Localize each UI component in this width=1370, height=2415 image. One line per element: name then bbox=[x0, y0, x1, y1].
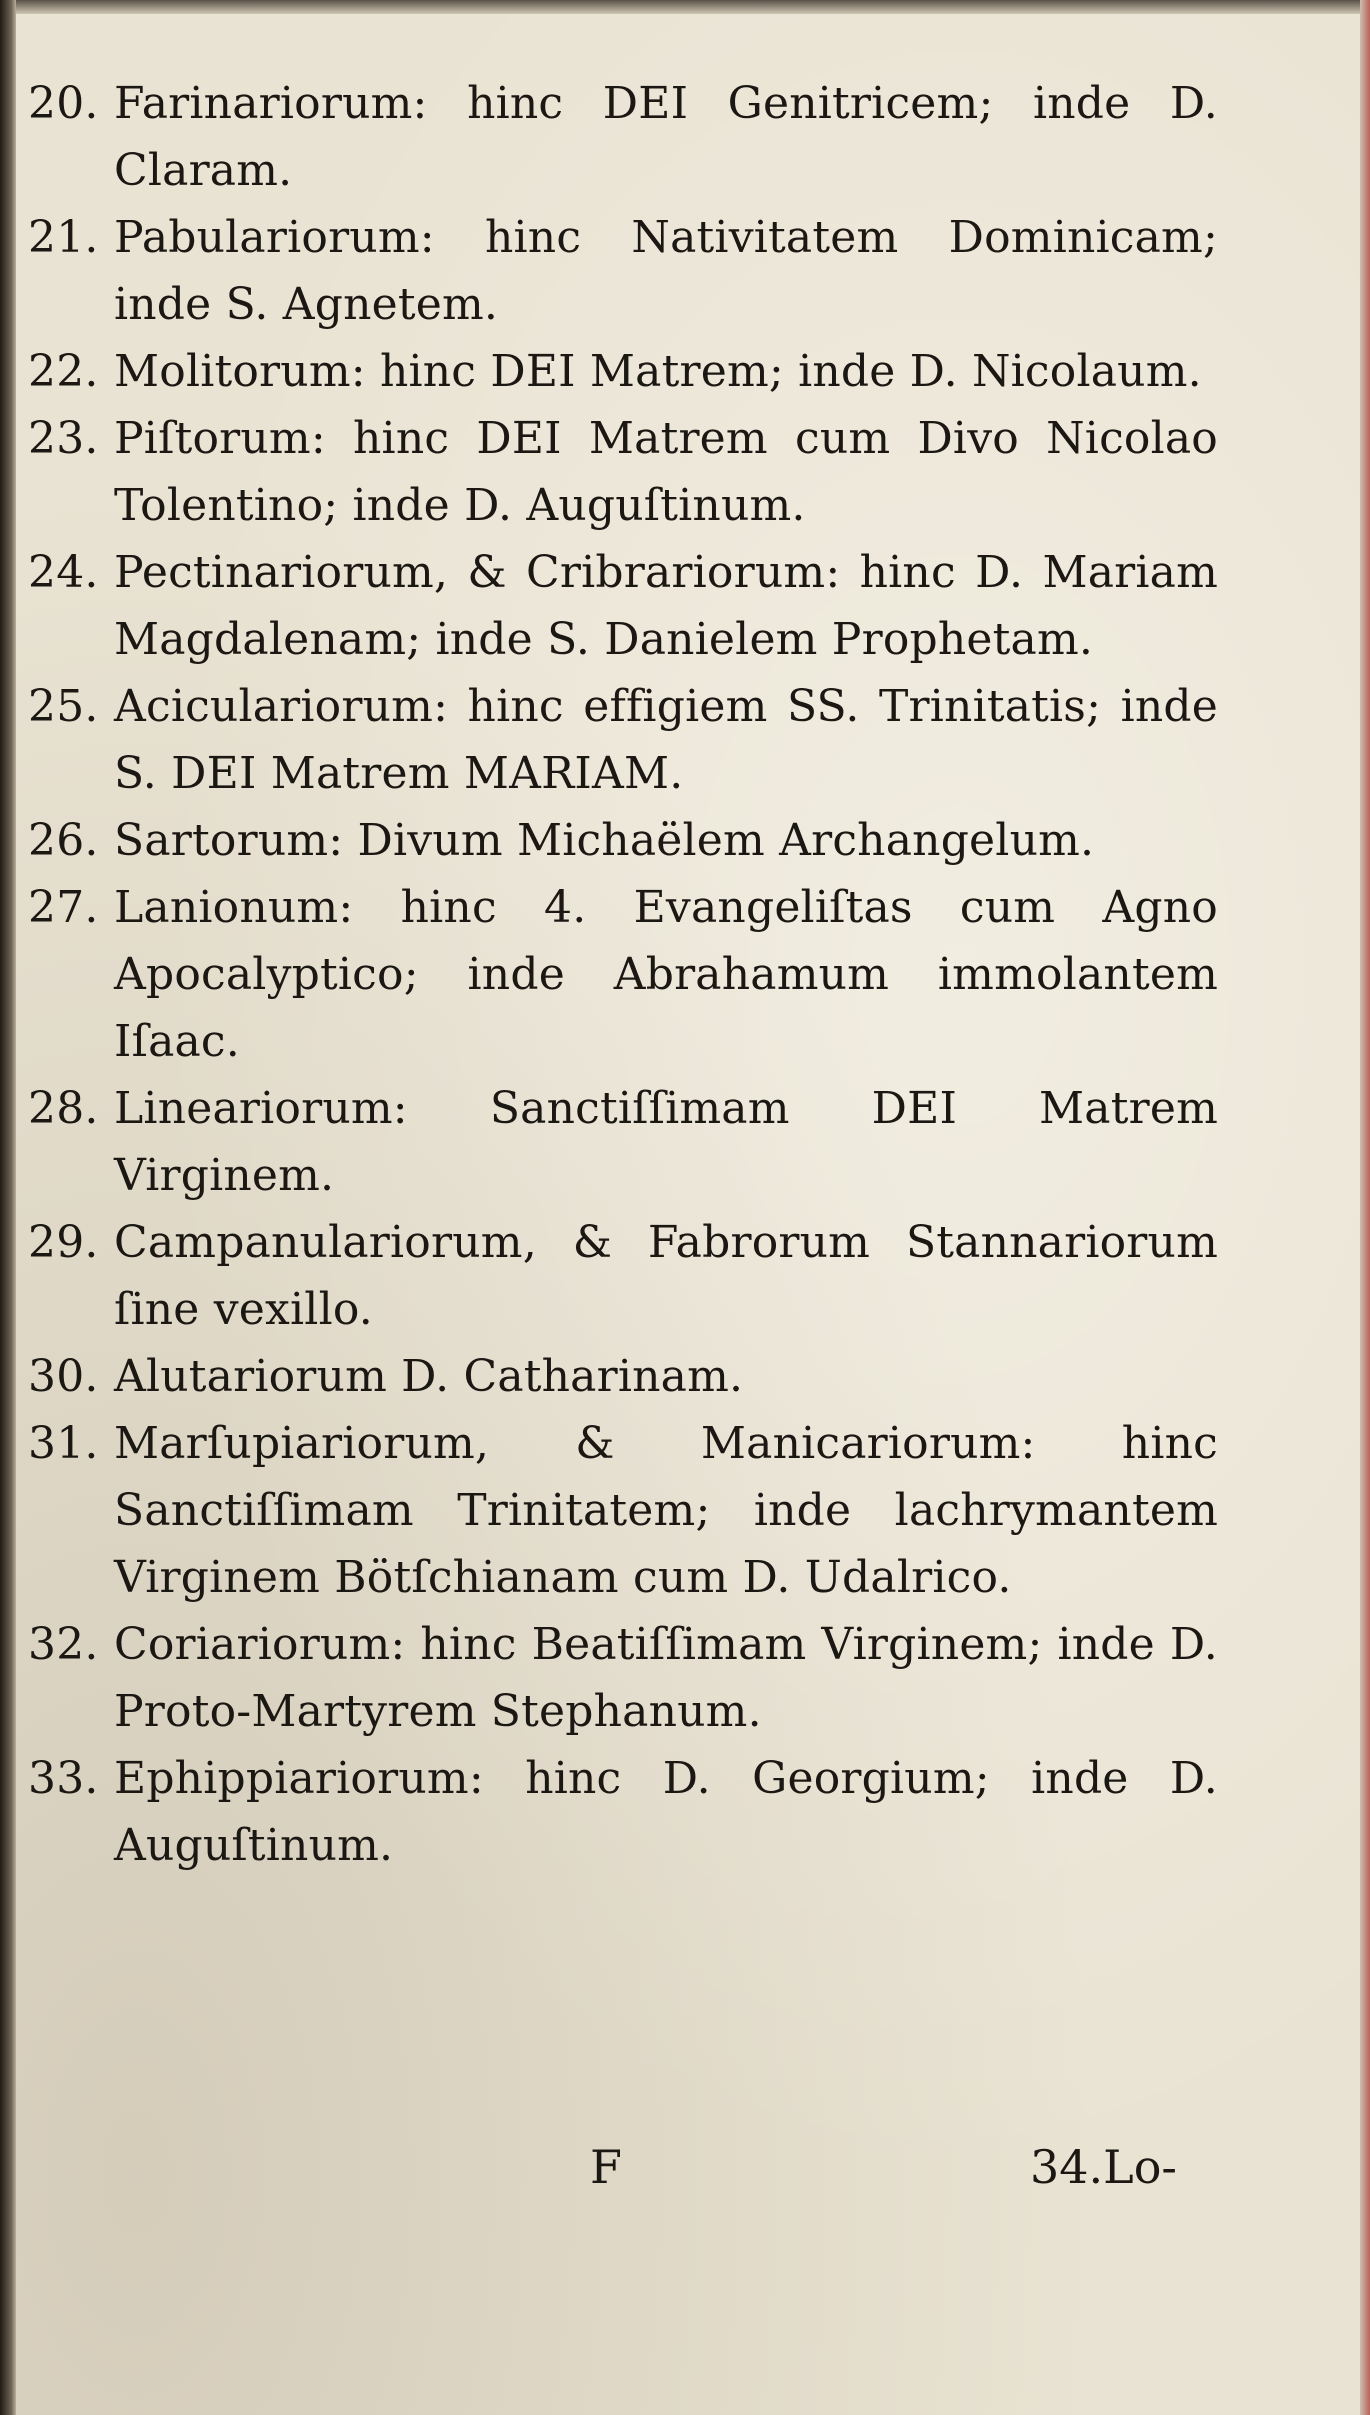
entry-text: Farinariorum: hinc DEI Genitricem; inde D. Claram. bbox=[114, 78, 1218, 196]
entry-text: Alutariorum D. Catharinam. bbox=[114, 1351, 744, 1402]
entry-number: 23. bbox=[28, 413, 99, 464]
entry-text: Lanionum: hinc 4. Evangeliſtas cum Agno Apocalyptico; inde Abrahamum immolantem Iſaac. bbox=[114, 882, 1218, 1067]
guild-entry bbox=[28, 1611, 1218, 1745]
entry-number: 21. bbox=[28, 212, 99, 263]
page-footer bbox=[0, 2140, 1370, 2220]
guild-entry bbox=[28, 1075, 1218, 1209]
entry-number: 29. bbox=[28, 1217, 99, 1268]
binding-edge bbox=[0, 0, 16, 2415]
guild-entry bbox=[28, 539, 1218, 673]
entry-number: 31. bbox=[28, 1418, 99, 1469]
entry-number: 22. bbox=[28, 346, 99, 397]
entry-text: Pectinariorum, & Cribrariorum: hinc D. Mariam Magdalenam; inde S. Danielem Prophetam. bbox=[114, 547, 1218, 665]
entry-number: 25. bbox=[28, 681, 99, 732]
entry-text: Aciculariorum: hinc effigiem SS. Trinitatis; inde S. DEI Matrem MARIAM. bbox=[114, 681, 1218, 799]
entry-text: Campanulariorum, & Fabrorum Stannariorum ſine vexillo. bbox=[114, 1217, 1218, 1335]
entry-text: Coriariorum: hinc Beatiſſimam Virginem; inde D. Proto-Martyrem Stephanum. bbox=[114, 1619, 1218, 1737]
page-right-edge bbox=[1360, 0, 1370, 2415]
guild-entry bbox=[28, 1343, 1218, 1410]
guild-entry bbox=[28, 405, 1218, 539]
entry-number: 28. bbox=[28, 1083, 99, 1134]
entry-text: Molitorum: hinc DEI Matrem; inde D. Nicolaum. bbox=[114, 346, 1202, 397]
entry-text: Ephippiariorum: hinc D. Georgium; inde D. Auguſtinum. bbox=[114, 1753, 1218, 1871]
entry-number: 32. bbox=[28, 1619, 99, 1670]
entry-number: 20. bbox=[28, 78, 99, 129]
page-top-edge bbox=[0, 0, 1370, 14]
signature-mark: F bbox=[590, 2140, 622, 2194]
entry-text: Piſtorum: hinc DEI Matrem cum Divo Nicolao Tolentino; inde D. Auguſtinum. bbox=[114, 413, 1218, 531]
catchword: 34.Lo- bbox=[1030, 2140, 1177, 2194]
guild-entry bbox=[28, 673, 1218, 807]
guild-entry bbox=[28, 1745, 1218, 1879]
guild-entry bbox=[28, 1410, 1218, 1611]
guild-list bbox=[28, 70, 1218, 1879]
guild-entry bbox=[28, 874, 1218, 1075]
entry-number: 27. bbox=[28, 882, 99, 933]
entry-text: Pabulariorum: hinc Nativitatem Dominicam; inde S. Agnetem. bbox=[114, 212, 1218, 330]
guild-entry bbox=[28, 338, 1218, 405]
guild-entry bbox=[28, 1209, 1218, 1343]
guild-entry bbox=[28, 807, 1218, 874]
entry-number: 33. bbox=[28, 1753, 99, 1804]
entry-text: Sartorum: Divum Michaëlem Archangelum. bbox=[114, 815, 1095, 866]
guild-entry bbox=[28, 70, 1218, 204]
entry-number: 24. bbox=[28, 547, 99, 598]
entry-number: 26. bbox=[28, 815, 99, 866]
entry-text: Marſupiariorum, & Manicariorum: hinc Sanctiſſimam Trinitatem; inde lachrymantem Virginem Bötſchianam cum D. Udalrico. bbox=[114, 1418, 1218, 1603]
guild-entry bbox=[28, 204, 1218, 338]
entry-text: Lineariorum: Sanctiſſimam DEI Matrem Virginem. bbox=[114, 1083, 1218, 1201]
entry-number: 30. bbox=[28, 1351, 99, 1402]
